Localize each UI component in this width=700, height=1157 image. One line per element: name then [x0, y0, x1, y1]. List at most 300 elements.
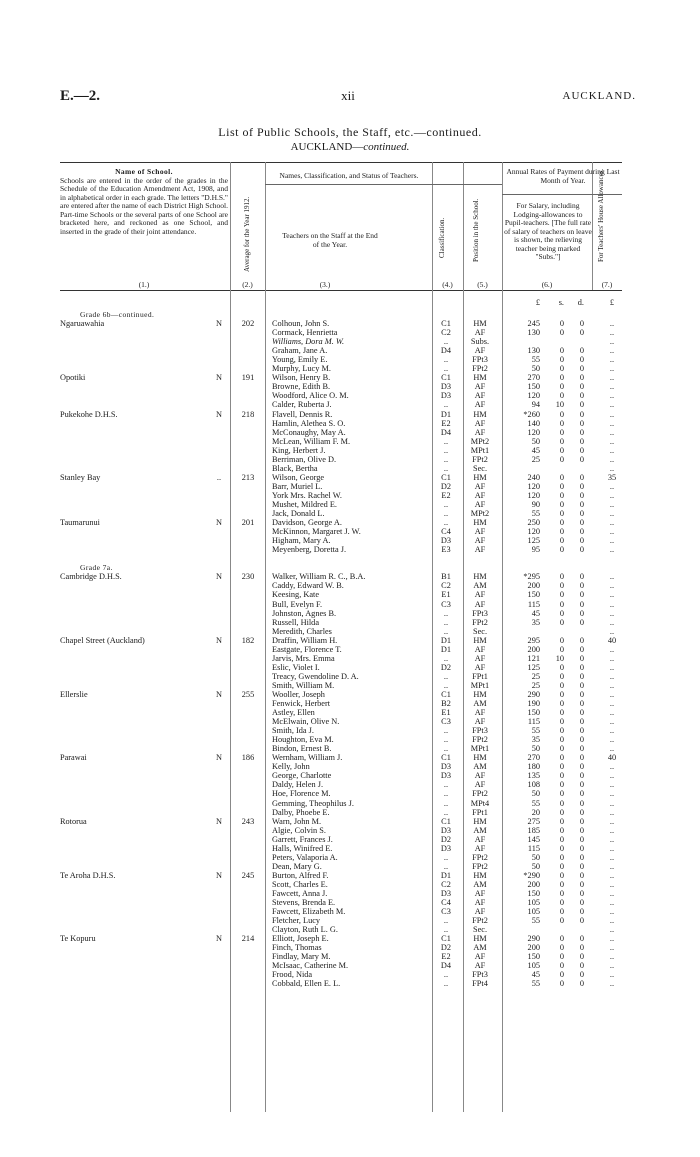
- table-row: [60, 808, 625, 817]
- salary-pounds: 50: [531, 436, 540, 446]
- salary-pence: 0: [579, 943, 584, 953]
- salary-shillings: 0: [559, 689, 564, 699]
- salary-pence: 0: [579, 454, 584, 464]
- teacher-position: AM: [473, 943, 487, 953]
- salary-shillings: 0: [559, 916, 564, 926]
- salary-shillings: 0: [559, 391, 564, 401]
- table-row: [60, 826, 625, 835]
- salary-shillings: 10: [555, 653, 564, 663]
- teacher-position: MPt1: [470, 744, 490, 754]
- salary-pence: 0: [579, 644, 584, 654]
- table-row: [60, 545, 625, 554]
- school-name: Parawai: [60, 753, 87, 763]
- house-allowance: ..: [609, 970, 615, 980]
- salary-pence: 0: [579, 870, 584, 880]
- teacher-classification: ..: [443, 364, 449, 374]
- salary-pence: 0: [579, 545, 584, 555]
- salary-pounds: 50: [531, 364, 540, 374]
- house-allowance: ..: [609, 427, 615, 437]
- district-name: AUCKLAND.: [562, 90, 636, 102]
- teacher-position: HM: [473, 472, 487, 482]
- house-allowance: ..: [609, 680, 615, 690]
- teacher-classification: C1: [441, 753, 451, 763]
- house-allowance: ..: [609, 798, 615, 808]
- teacher-classification: C2: [441, 581, 451, 591]
- average-attendance: 202: [241, 319, 255, 329]
- teacher-name: Fawcett, Elizabeth M.: [272, 907, 346, 917]
- teacher-classification: C1: [441, 816, 451, 826]
- salary-shillings: 0: [559, 970, 564, 980]
- salary-shillings: 0: [559, 961, 564, 971]
- table-row: [60, 744, 625, 753]
- average-attendance: 243: [241, 816, 255, 826]
- table-row: [60, 699, 625, 708]
- salary-pence: 0: [579, 391, 584, 401]
- teacher-name: Frood, Nida: [272, 970, 313, 980]
- salary-shillings: 0: [559, 328, 564, 338]
- salary-pence: 0: [579, 536, 584, 546]
- table-row: [60, 916, 625, 925]
- salary-pounds: 190: [527, 699, 540, 709]
- salary-pounds: 185: [527, 825, 540, 835]
- salary-pounds: 55: [531, 355, 540, 365]
- salary-pence: 0: [579, 735, 584, 745]
- teacher-classification: D3: [440, 536, 452, 546]
- salary-shillings: 0: [559, 617, 564, 627]
- salary-pence: 0: [579, 671, 584, 681]
- salary-pence: 0: [579, 328, 584, 338]
- teacher-position: AF: [474, 328, 486, 338]
- salary-shillings: 0: [559, 409, 564, 419]
- average-attendance: 191: [241, 373, 255, 383]
- salary-pounds: 50: [531, 789, 540, 799]
- house-allowance: ..: [609, 382, 615, 392]
- teacher-name: Meredith, Charles: [272, 626, 332, 636]
- salary-pounds: 125: [527, 662, 540, 672]
- average-attendance: 230: [241, 572, 255, 582]
- salary-shillings: 0: [559, 427, 564, 437]
- teacher-classification: D4: [440, 346, 452, 356]
- school-name: Te Aroha D.H.S.: [60, 870, 116, 880]
- house-allowance: ..: [609, 463, 615, 473]
- teacher-name: Daldy, Helen J.: [272, 780, 324, 790]
- table-row: [60, 618, 625, 627]
- salary-pounds: 200: [527, 644, 540, 654]
- teacher-name: Finch, Thomas: [272, 943, 322, 953]
- table-top-rule: [60, 162, 622, 163]
- teacher-classification: D2: [440, 481, 452, 491]
- school-name: Pukekohe D.H.S.: [60, 409, 118, 419]
- salary-pence: 0: [579, 418, 584, 428]
- house-allowance: ..: [609, 717, 615, 727]
- salary-shillings: 0: [559, 445, 564, 455]
- salary-shillings: 0: [559, 943, 564, 953]
- house-allowance: ..: [609, 825, 615, 835]
- teacher-name: Calder, Ruberta J.: [272, 400, 332, 410]
- salary-pence: 0: [579, 852, 584, 862]
- house-allowance: ..: [609, 499, 615, 509]
- teacher-name: Eastgate, Florence T.: [272, 644, 342, 654]
- teacher-position: FPt1: [472, 807, 488, 817]
- house-allowance: ..: [609, 943, 615, 953]
- teacher-name: Wernham, William J.: [272, 753, 343, 763]
- salary-shillings: 0: [559, 699, 564, 709]
- teacher-classification: ..: [443, 807, 449, 817]
- school-class: N: [216, 934, 222, 944]
- teacher-name: Johnston, Agnes B.: [272, 608, 337, 618]
- teacher-name: Young, Emily E.: [272, 355, 328, 365]
- salary-shillings: 0: [559, 753, 564, 763]
- salary-shillings: 0: [559, 789, 564, 799]
- salary-shillings: 0: [559, 852, 564, 862]
- house-allowance: ..: [609, 979, 615, 989]
- salary-shillings: 0: [559, 518, 564, 528]
- salary-shillings: 0: [559, 879, 564, 889]
- teacher-position: FPt2: [472, 861, 488, 871]
- house-allowance: 40: [607, 753, 617, 763]
- salary-pence: 0: [579, 762, 584, 772]
- house-allowance: ..: [609, 898, 615, 908]
- salary-pounds: *290: [523, 870, 540, 880]
- salary-pounds: 125: [527, 536, 540, 546]
- salary-shillings: 0: [559, 898, 564, 908]
- salary-pounds: 250: [527, 518, 540, 528]
- house-allowance: ..: [609, 726, 615, 736]
- teacher-name: Davidson, George A.: [272, 518, 342, 528]
- salary-pence: 0: [579, 355, 584, 365]
- teacher-classification: D3: [440, 843, 452, 853]
- salary-shillings: 0: [559, 590, 564, 600]
- salary-pence: 0: [579, 861, 584, 871]
- salary-shillings: 0: [559, 816, 564, 826]
- teacher-classification: ..: [443, 499, 449, 509]
- teacher-name: Houghton, Eva M.: [272, 735, 334, 745]
- average-attendance: 214: [241, 934, 255, 944]
- house-allowance: ..: [609, 509, 615, 519]
- salary-pounds: 290: [527, 689, 540, 699]
- teacher-classification: ..: [443, 925, 449, 935]
- teacher-classification: ..: [443, 861, 449, 871]
- house-allowance: ..: [609, 572, 615, 582]
- teacher-name: McIsaac, Catherine M.: [272, 961, 349, 971]
- salary-pounds: 120: [527, 527, 540, 537]
- house-allowance: ..: [609, 744, 615, 754]
- teacher-name: Russell, Hilda: [272, 617, 320, 627]
- teacher-classification: D2: [440, 662, 452, 672]
- table-row: [60, 871, 625, 880]
- teacher-position: MPt2: [470, 509, 490, 519]
- teacher-name: Bull, Evelyn F.: [272, 599, 323, 609]
- house-allowance: ..: [609, 590, 615, 600]
- teacher-classification: ..: [443, 653, 449, 663]
- teacher-name: Jack, Donald L.: [272, 509, 325, 519]
- teacher-position: HM: [473, 635, 487, 645]
- teacher-classification: D3: [440, 889, 452, 898]
- salary-shillings: 0: [559, 481, 564, 491]
- col6-number: (6.): [541, 280, 553, 289]
- teacher-classification: ..: [443, 780, 449, 790]
- salary-pence: 0: [579, 726, 584, 736]
- teacher-classification: D4: [440, 427, 452, 437]
- house-allowance: ..: [609, 879, 615, 889]
- salary-pounds: 200: [527, 581, 540, 591]
- table-row: [60, 455, 625, 464]
- teacher-position: AF: [474, 400, 486, 410]
- salary-shillings: 0: [559, 509, 564, 519]
- salary-pounds: 45: [531, 608, 540, 618]
- salary-shillings: 0: [559, 644, 564, 654]
- salary-pounds: *295: [523, 572, 540, 582]
- house-allowance: ..: [609, 925, 615, 935]
- house-allowance: ..: [609, 364, 615, 374]
- salary-pence: 0: [579, 319, 584, 329]
- teacher-name: Scott, Charles E.: [272, 879, 328, 889]
- teacher-position: AF: [474, 427, 486, 437]
- salary-pence: 0: [579, 771, 584, 781]
- col-names-header: Names, Classification, and Status of Teachers.: [279, 171, 419, 180]
- salary-shillings: 0: [559, 934, 564, 944]
- salary-shillings: 0: [559, 635, 564, 645]
- house-allowance: ..: [609, 653, 615, 663]
- salary-pence: 0: [579, 689, 584, 699]
- teacher-classification: C4: [441, 527, 451, 537]
- table-row: [60, 943, 625, 952]
- salary-pence: 0: [579, 518, 584, 528]
- average-attendance: 182: [241, 635, 255, 645]
- teacher-classification: ..: [443, 852, 449, 862]
- salary-pence: 0: [579, 753, 584, 763]
- salary-pence: 0: [579, 445, 584, 455]
- col-average-header: Average for the Year 1912.: [243, 196, 251, 272]
- table-row: [60, 337, 625, 346]
- school-class: N: [216, 409, 222, 419]
- table-row: [60, 373, 625, 382]
- teacher-classification: ..: [443, 798, 449, 808]
- teacher-position: AF: [474, 644, 486, 654]
- salary-pounds: 50: [531, 861, 540, 871]
- salary-pounds: 20: [531, 807, 540, 817]
- teacher-name: Black, Bertha: [272, 463, 318, 473]
- table-row: [60, 934, 625, 943]
- house-allowance: ..: [609, 789, 615, 799]
- teacher-name: Elliott, Joseph E.: [272, 934, 329, 944]
- teacher-name: Smith, Ida J.: [272, 726, 314, 736]
- teacher-classification: D1: [440, 644, 452, 654]
- average-attendance: 218: [241, 409, 255, 419]
- house-allowance: ..: [609, 454, 615, 464]
- table-row: [60, 437, 625, 446]
- salary-pence: 0: [579, 400, 584, 410]
- teacher-classification: ..: [443, 726, 449, 736]
- teacher-classification: C1: [441, 373, 451, 383]
- teacher-name: Wilson, George: [272, 472, 325, 482]
- teacher-position: AF: [474, 961, 486, 971]
- table-row: [60, 364, 625, 373]
- salary-shillings: 0: [559, 870, 564, 880]
- salary-pence: 0: [579, 879, 584, 889]
- salary-shillings: 0: [559, 599, 564, 609]
- table-row: [60, 753, 625, 762]
- teacher-name: Findlay, Mary M.: [272, 952, 331, 962]
- table-row: [60, 609, 625, 618]
- teacher-classification: ..: [443, 436, 449, 446]
- teacher-classification: ..: [443, 680, 449, 690]
- teacher-name: Treacy, Gwendoline D. A.: [272, 671, 359, 681]
- salary-pence: 0: [579, 744, 584, 754]
- house-allowance: ..: [609, 961, 615, 971]
- teacher-position: HM: [473, 319, 487, 329]
- salary-pounds: 35: [531, 735, 540, 745]
- salary-shillings: 0: [559, 735, 564, 745]
- table-row: [60, 509, 625, 518]
- salary-shillings: 0: [559, 572, 564, 582]
- salary-shillings: 0: [559, 418, 564, 428]
- teacher-name: Dean, Mary G.: [272, 861, 322, 871]
- school-name: Taumarunui: [60, 518, 100, 528]
- grade-label: Grade 6b—continued.: [80, 310, 155, 319]
- teacher-classification: ..: [443, 445, 449, 455]
- salary-pence: 0: [579, 825, 584, 835]
- table-row: [60, 880, 625, 889]
- teacher-classification: D3: [440, 382, 452, 392]
- teacher-position: MPt1: [470, 445, 490, 455]
- table-row: [60, 482, 625, 491]
- teacher-position: AF: [474, 708, 486, 718]
- salary-pounds: 140: [527, 418, 540, 428]
- teacher-name: Halls, Winifred E.: [272, 843, 333, 853]
- col7-number: (7.): [601, 280, 613, 289]
- school-name: Ngaruawahia: [60, 319, 105, 329]
- salary-shillings: 0: [559, 762, 564, 772]
- teacher-position: Sec.: [472, 925, 488, 935]
- teacher-position: FPt1: [472, 671, 488, 681]
- table-row: [60, 853, 625, 862]
- house-allowance: ..: [609, 626, 615, 636]
- house-allowance: ..: [609, 481, 615, 491]
- salary-pence: 0: [579, 590, 584, 600]
- table-row: [60, 627, 625, 636]
- table-row: [60, 636, 625, 645]
- teacher-classification: D3: [440, 762, 452, 772]
- teacher-position: AF: [474, 346, 486, 356]
- school-name: Opotiki: [60, 373, 86, 383]
- school-class: N: [216, 753, 222, 763]
- teacher-name: Burton, Alfred F.: [272, 870, 329, 880]
- teacher-position: AF: [474, 662, 486, 672]
- salary-pounds: 120: [527, 481, 540, 491]
- house-allowance: ..: [609, 889, 615, 898]
- col4-number: (4.): [442, 280, 453, 289]
- teacher-classification: ..: [443, 617, 449, 627]
- salary-pence: 0: [579, 635, 584, 645]
- salary-pence: 0: [579, 708, 584, 718]
- teacher-name: Peters, Valaporia A.: [272, 852, 338, 862]
- salary-shillings: 0: [559, 364, 564, 374]
- salary-shillings: 0: [559, 717, 564, 727]
- salary-shillings: 0: [559, 527, 564, 537]
- report-number: E.—2.: [60, 88, 101, 104]
- house-allowance: ..: [609, 490, 615, 500]
- teacher-name: Meyenberg, Doretta J.: [272, 545, 347, 555]
- teacher-position: AF: [474, 545, 486, 555]
- teacher-name: George, Charlotte: [272, 771, 332, 781]
- table-row: [60, 961, 625, 970]
- house-allowance: ..: [609, 608, 615, 618]
- teacher-position: AF: [474, 889, 486, 898]
- teacher-classification: D1: [440, 409, 452, 419]
- teacher-name: Barr, Muriel L.: [272, 481, 323, 491]
- table-row: [60, 762, 625, 771]
- salary-pence: 0: [579, 382, 584, 392]
- teacher-classification: E2: [441, 418, 451, 428]
- teacher-position: MPt2: [470, 436, 490, 446]
- salary-shillings: 0: [559, 581, 564, 591]
- salary-pounds: 130: [527, 346, 540, 356]
- teacher-name: McLean, William F. M.: [272, 436, 351, 446]
- salary-pounds: 180: [527, 762, 540, 772]
- salary-pounds: 108: [527, 780, 540, 790]
- salary-pounds: 55: [531, 916, 540, 926]
- currency-units-row: £ s. d. £: [535, 298, 615, 307]
- salary-pounds: 35: [531, 617, 540, 627]
- teacher-classification: D1: [440, 870, 452, 880]
- teacher-position: AF: [474, 780, 486, 790]
- teacher-position: AF: [474, 499, 486, 509]
- grade-heading: [60, 563, 625, 572]
- table-row: [60, 355, 625, 364]
- salary-pounds: 121: [527, 653, 540, 663]
- teacher-position: MPt4: [470, 798, 490, 808]
- house-allowance: ..: [609, 861, 615, 871]
- teacher-name: Kelly, John: [272, 762, 310, 772]
- teacher-classification: ..: [443, 789, 449, 799]
- salary-pounds: 120: [527, 490, 540, 500]
- teacher-name: King, Herbert J.: [272, 445, 326, 455]
- table-row: [60, 862, 625, 871]
- school-class: N: [216, 518, 222, 528]
- teacher-position: AF: [474, 843, 486, 853]
- school-name: Te Kopuru: [60, 934, 96, 944]
- teacher-classification: C1: [441, 472, 451, 482]
- teacher-classification: D1: [440, 635, 452, 645]
- house-allowance: ..: [609, 337, 615, 347]
- teacher-name: McKinnon, Margaret J. W.: [272, 527, 361, 537]
- house-allowance: ..: [609, 916, 615, 926]
- salary-shillings: 0: [559, 907, 564, 917]
- teacher-position: AF: [474, 907, 486, 917]
- teacher-classification: B1: [441, 572, 451, 582]
- house-allowance: ..: [609, 581, 615, 591]
- salary-pence: 0: [579, 717, 584, 727]
- teacher-classification: C3: [441, 907, 451, 917]
- table-row: [60, 319, 625, 328]
- table-row: [60, 527, 625, 536]
- house-allowance: ..: [609, 644, 615, 654]
- table-row: [60, 708, 625, 717]
- table-row: [60, 491, 625, 500]
- table-row: [60, 428, 625, 437]
- table-row: [60, 789, 625, 798]
- teacher-position: AF: [474, 898, 486, 908]
- salary-pounds: 115: [527, 599, 540, 609]
- average-attendance: 186: [241, 753, 255, 763]
- salary-pounds: 120: [527, 391, 540, 401]
- salary-shillings: 0: [559, 355, 564, 365]
- table-row: [60, 419, 625, 428]
- table-row: [60, 681, 625, 690]
- teacher-position: MPt1: [470, 680, 490, 690]
- teacher-name: Hoe, Florence M.: [272, 789, 331, 799]
